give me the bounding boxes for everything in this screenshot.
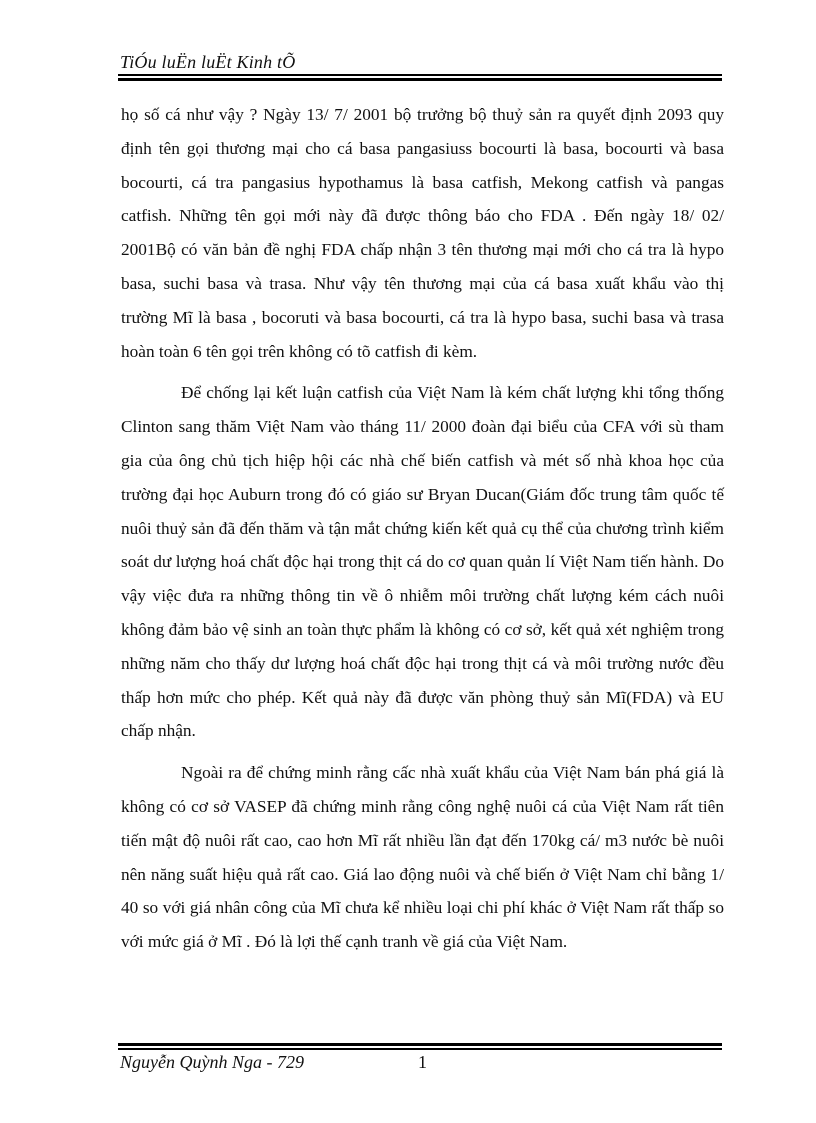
footer-author: Nguyễn Quỳnh Nga - 729 [120,1052,304,1072]
header-title: TiÓu luËn luËt Kinh tÕ [120,52,296,72]
footer-rule-double [118,1043,722,1046]
footer-rule [118,1048,722,1050]
page-number: 1 [418,1052,427,1072]
body-text [121,98,724,959]
header-rule-double [118,78,722,81]
paragraph-1: họ số cá như vậy ? Ngày 13/ 7/ 2001 bộ trưởng bộ thuỷ sản ra quyết định 2093 quy định tên gọi thương mại cho cá basa pangasiuss bocourti là basa, bocourti và basa bocourti, cá tra pangasius hypothamus là basa catfish, Mekong catfish và pangas catfish. Những tên gọi mới này đã được thông báo cho FDA . Đến ngày 18/ 02/ 2001Bộ có văn bản đề nghị FDA chấp nhận 3 tên thương mại mới cho cá tra là hypo basa, suchi basa và trasa. Như vậy tên thương mại của cá basa xuất khẩu vào thị trường Mĩ là basa , bocoruti và basa bocourti, cá tra là hypo basa, suchi basa và trasa hoàn toàn 6 tên gọi trên không có tõ catfish đi kèm. [121,105,724,361]
paragraph-2: Để chống lại kết luận catfish của Việt Nam là kém chất lượng khi tổng thống Clinton sang thăm Việt Nam vào tháng 11/ 2000 đoàn đại biểu của CFA với sù tham gia của ông chủ tịch hiệp hội các nhà chế biến catfish và mét số nhà khoa học của trường đại học Auburn trong đó có giáo sư Bryan Ducan(Giám đốc trung tâm quốc tế nuôi thuỷ sản đã đến thăm và tận mắt chứng kiến kết quả cụ thể của chương trình kiểm soát dư lượng hoá chất độc hại trong thịt cá do cơ quan quản lí Việt Nam tiến hành. Do vậy việc đưa ra những thông tin về ô nhiễm môi trường chất lượng kém cách nuôi không đảm bảo vệ sinh an toàn thực phẩm là không có cơ sở, kết quả xét nghiệm trong những năm cho thấy dư lượng hoá chất độc hại trong thịt cá và môi trường nước đều thấp hơn mức cho phép. Kết quả này đã được văn phòng thuỷ sản Mĩ(FDA) và EU chấp nhận. [121,383,724,741]
header-rule [118,74,722,76]
paragraph-3: Ngoài ra để chứng minh rằng cấc nhà xuất khẩu của Việt Nam bán phá giá là không có cơ sở VASEP đã chứng minh rằng công nghệ nuôi cá của Việt Nam rất tiên tiến mật độ nuôi rất cao, cao hơn Mĩ rất nhiều lần đạt đến 170kg cá/ m3 nước bè nuôi nên năng suất hiệu quả rất cao. Giá lao động nuôi và chế biến ở Việt Nam chỉ bằng 1/ 40 so với giá nhân công của Mĩ chưa kể nhiều loại chi phí khác ở Việt Nam rất thấp so với mức giá ở Mĩ . Đó là lợi thế cạnh tranh về giá của Việt Nam. [121,763,724,952]
